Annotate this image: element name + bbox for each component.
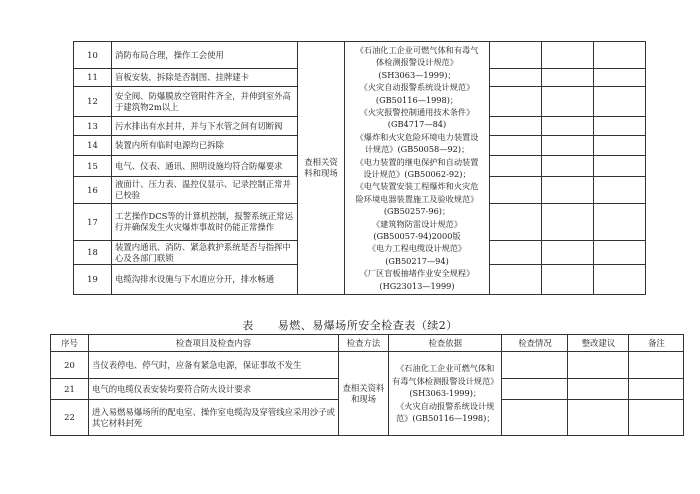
reference-line: 《火灾自动报警系统设计规	[396, 400, 495, 411]
remark-cell	[629, 379, 684, 400]
header-method: 检查方法	[339, 335, 389, 352]
check-method: 查相关资料和现场	[298, 42, 345, 295]
row-number: 18	[74, 241, 112, 265]
reference-line: 计规范》(GB50058—92)；	[364, 144, 470, 155]
check-status-cell	[490, 241, 542, 265]
reference-line: (HG23013—1999)	[379, 280, 455, 291]
reference-line: 《电气装置安装工程爆炸和火灾危	[355, 181, 479, 192]
check-item: 盲板安装，拆除是否制图、挂牌建卡	[112, 69, 298, 87]
check-item: 污水排出有水封井，并与下水管之间有切断阀	[112, 117, 298, 136]
inspection-table-part1	[73, 41, 646, 295]
check-item: 安全阀、防爆膜放空管附件齐全，并伸到室外高于建筑物2m以上	[112, 87, 298, 117]
rectification-cell	[568, 379, 629, 400]
check-status-cell	[490, 136, 542, 156]
reference-line: (GB4717—84)	[387, 119, 447, 130]
check-status-cell	[502, 352, 568, 379]
check-status-cell	[490, 117, 542, 136]
header-remark: 备注	[629, 335, 684, 352]
check-item: 工艺操作DCS等的计算机控制，报警系统正常运行并确保发生火灾爆炸事故时仍能正常操作	[112, 204, 298, 241]
remark-cell	[594, 204, 646, 241]
remark-cell	[594, 69, 646, 87]
check-item: 装置内通讯、消防、紧急救护系统是否与指挥中心及各部门联锁	[112, 241, 298, 265]
row-number: 19	[74, 265, 112, 295]
header-item: 检查项目及检查内容	[89, 335, 339, 352]
reference-line: 险环境电器装置施工及验收规范》	[355, 193, 479, 204]
rectification-cell	[542, 42, 594, 69]
remark-cell	[594, 265, 646, 295]
reference-line: 《火灾报警控制通用技术条件》	[359, 106, 475, 117]
rectification-cell	[542, 69, 594, 87]
row-number: 17	[74, 204, 112, 241]
header-status: 检查情况	[502, 335, 568, 352]
header-basis: 检查依据	[389, 335, 502, 352]
remark-cell	[594, 177, 646, 204]
check-status-cell	[502, 400, 568, 436]
reference-line: 《电力装置的继电保护和自动装置	[355, 156, 479, 167]
rectification-cell	[542, 177, 594, 204]
reference-line: (GB50116—1998)；	[375, 94, 459, 105]
row-number: 15	[74, 156, 112, 177]
check-item: 消防布局合理，操作工会使用	[112, 42, 298, 69]
remark-cell	[594, 117, 646, 136]
check-method: 查相关资料和现场	[339, 352, 389, 436]
check-item: 当仪表停电、停气时，应备有紧急电源，保证事故不发生	[89, 352, 339, 379]
reference-line: (GB50057-94)2000版	[373, 231, 461, 242]
header-row	[51, 335, 684, 352]
reference-line: (GB50217—94)	[385, 255, 449, 266]
reference-line: 《建筑物防雷设计规范》	[371, 218, 463, 229]
remark-cell	[594, 241, 646, 265]
remark-cell	[629, 352, 684, 379]
reference-line: 《爆炸和火灾危险环境电力装置设	[355, 131, 479, 142]
reference-line: 有毒气体检测报警设计规范》	[392, 375, 499, 386]
inspection-table-part2	[50, 334, 684, 436]
reference-line: 《石油化工企业可燃气体和有毒气	[355, 44, 479, 55]
reference-line: 《厂区盲板抽堵作业安全规程》	[359, 268, 475, 279]
reference-line: 体检测报警设计规范》	[376, 57, 458, 68]
row-number: 22	[51, 400, 89, 436]
table-row	[74, 42, 646, 69]
header-no: 序号	[51, 335, 89, 352]
check-item: 电气、仪表、通讯、照明设施均符合防爆要求	[112, 156, 298, 177]
check-status-cell	[490, 42, 542, 69]
row-number: 13	[74, 117, 112, 136]
table-row	[51, 352, 684, 379]
remark-cell	[594, 42, 646, 69]
remark-cell	[594, 156, 646, 177]
reference-line: (SH3063-1999)；	[409, 388, 482, 399]
reference-line: (GB50257-96)；	[383, 206, 451, 217]
table-caption	[0, 317, 700, 333]
rectification-cell	[542, 241, 594, 265]
check-status-cell	[490, 177, 542, 204]
caption-title: 易燃、易爆场所安全检查表（续2）	[277, 319, 458, 332]
row-number: 16	[74, 177, 112, 204]
check-status-cell	[490, 69, 542, 87]
check-basis	[345, 42, 490, 295]
row-number: 11	[74, 69, 112, 87]
rectification-cell	[542, 265, 594, 295]
check-item: 装置内所有临时电源均已拆除	[112, 136, 298, 156]
rectification-cell	[542, 156, 594, 177]
row-number: 21	[51, 379, 89, 400]
row-number: 12	[74, 87, 112, 117]
remark-cell	[594, 87, 646, 117]
check-status-cell	[490, 87, 542, 117]
check-item: 电缆沟排水设施与下水道应分开，排水畅通	[112, 265, 298, 295]
rectification-cell	[542, 204, 594, 241]
check-status-cell	[502, 379, 568, 400]
rectification-cell	[568, 400, 629, 436]
check-status-cell	[490, 265, 542, 295]
check-status-cell	[490, 204, 542, 241]
check-item: 液面计、压力表、温控仪显示、记录控制正常并已校验	[112, 177, 298, 204]
reference-line: 设计规范》(GB50062-92)；	[363, 169, 471, 179]
row-number: 14	[74, 136, 112, 156]
rectification-cell	[568, 352, 629, 379]
header-advice: 整改建议	[568, 335, 629, 352]
remark-cell	[594, 136, 646, 156]
reference-line: 《石油化工企业可燃气体和	[396, 363, 495, 374]
check-item: 进入易燃易爆场所的配电室、操作室电缆沟及穿管线应采用沙子或其它材料封死	[89, 400, 339, 436]
remark-cell	[629, 400, 684, 436]
reference-line: 范》(GB50116—1998)；	[395, 413, 495, 424]
row-number: 20	[51, 352, 89, 379]
row-number: 10	[74, 42, 112, 69]
reference-line: 《火灾自动报警系统设计规范》	[359, 82, 475, 93]
reference-line: (SH3063—1999)；	[378, 69, 456, 80]
rectification-cell	[542, 117, 594, 136]
caption-prefix: 表	[242, 319, 254, 332]
rectification-cell	[542, 136, 594, 156]
check-item: 电气的电缆仪表安装均要符合防火设计要求	[89, 379, 339, 400]
reference-line: 《电力工程电缆设计规范》	[367, 243, 467, 254]
rectification-cell	[542, 87, 594, 117]
check-status-cell	[490, 156, 542, 177]
check-basis	[389, 352, 502, 436]
